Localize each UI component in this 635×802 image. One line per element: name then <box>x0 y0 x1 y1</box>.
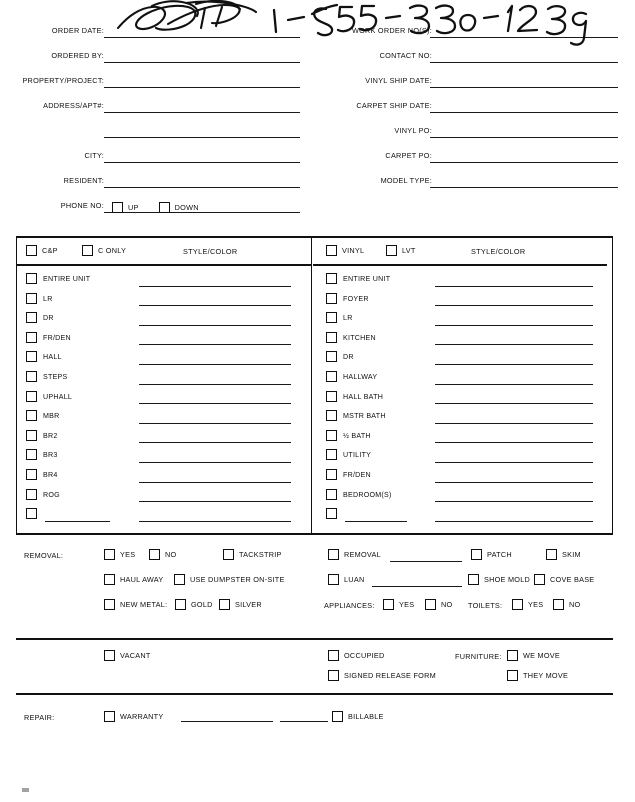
field-row-vinyl-ship-date <box>318 68 618 93</box>
room-row-half-bath-vinyl[interactable] <box>313 427 607 447</box>
room-row-bedrooms-vinyl[interactable] <box>313 486 607 506</box>
room-label: LR <box>43 294 53 303</box>
room-label: BR2 <box>43 431 58 440</box>
checkbox-label-tackstrip: TACKSTRIP <box>239 550 282 559</box>
room-label: BR4 <box>43 470 58 479</box>
room-label: MBR <box>43 412 60 421</box>
checkbox-label-occupied: OCCUPIED <box>344 651 385 660</box>
checkbox-label-cove-base: COVE BASE <box>550 575 595 584</box>
checkbox-box-mstr-bath-vinyl[interactable] <box>326 410 337 421</box>
label-address-apt: ADDRESS/APT#: <box>43 101 104 110</box>
checkbox-box-vinyl[interactable] <box>326 245 337 256</box>
checkbox-box-utility-vinyl[interactable] <box>326 449 337 460</box>
room-style-color-input[interactable] <box>139 501 291 502</box>
field-row-carpet-po <box>318 143 618 168</box>
room-row-foyer-vinyl[interactable] <box>313 290 607 310</box>
checkbox-box-signed-release-form[interactable] <box>328 670 339 681</box>
room-row-lr-vinyl[interactable] <box>313 309 607 329</box>
input-vinyl-po[interactable] <box>430 137 618 138</box>
room-label: FR/DEN <box>43 333 71 342</box>
checkbox-box-bedrooms-vinyl[interactable] <box>326 489 337 500</box>
checkbox-box-rog-carpet[interactable] <box>26 489 37 500</box>
field-row-city <box>0 143 300 168</box>
checkbox-cp[interactable] <box>26 245 58 256</box>
header-style-color-vinyl: STYLE/COLOR <box>471 247 526 256</box>
label-vinyl-ship-date: VINYL SHIP DATE: <box>365 76 432 85</box>
room-custom-name-input[interactable] <box>45 521 110 522</box>
divider-grid-bottom <box>16 533 613 535</box>
checkbox-cove-base[interactable] <box>534 574 594 585</box>
room-label: MSTR BATH <box>343 412 386 421</box>
field-row-property-project <box>0 68 300 93</box>
checkbox-tackstrip[interactable] <box>223 549 282 560</box>
room-style-color-input[interactable] <box>435 344 593 345</box>
checkbox-box-mbr-carpet[interactable] <box>26 410 37 421</box>
field-row-model-type <box>318 168 618 193</box>
room-style-color-input[interactable] <box>435 403 593 404</box>
checkbox-down[interactable] <box>159 202 199 213</box>
checkbox-box-toilets-no[interactable] <box>553 599 564 610</box>
checkbox-label-cp: C&P <box>42 246 58 255</box>
checkbox-label-vinyl-removal: REMOVAL <box>344 550 381 559</box>
checkbox-box-entire-unit-vinyl[interactable] <box>326 273 337 284</box>
checkbox-label-up: UP <box>128 203 139 212</box>
label-furniture: FURNITURE: <box>455 652 502 661</box>
checkbox-box-luan[interactable] <box>328 574 339 585</box>
checkbox-up[interactable] <box>112 202 139 213</box>
checkbox-box-fr-den-vinyl[interactable] <box>326 469 337 480</box>
checkbox-vinyl[interactable] <box>326 245 364 256</box>
checkbox-label-silver: SILVER <box>235 600 262 609</box>
checkbox-box-kitchen-vinyl[interactable] <box>326 332 337 343</box>
checkbox-signed-release-form[interactable] <box>328 670 436 681</box>
checkbox-label-c-only: C ONLY <box>98 246 127 255</box>
room-style-color-input[interactable] <box>139 423 291 424</box>
checkbox-label-toilets-no: NO <box>569 600 581 609</box>
room-style-color-input[interactable] <box>435 364 593 365</box>
room-row-mstr-bath-vinyl[interactable] <box>313 407 607 427</box>
checkbox-box-appliances-no[interactable] <box>425 599 436 610</box>
room-label: BEDROOM(S) <box>343 490 392 499</box>
checkbox-label-use-dumpster-on-site: USE DUMPSTER ON-SITE <box>190 575 285 584</box>
checkbox-box-silver[interactable] <box>219 599 230 610</box>
room-label: DR <box>343 353 354 362</box>
room-row-dr-vinyl[interactable] <box>313 348 607 368</box>
room-row-kitchen-vinyl[interactable] <box>313 329 607 349</box>
input-contact-no[interactable] <box>430 62 618 63</box>
checkbox-they-move[interactable] <box>507 670 568 681</box>
label-phone-no: PHONE NO: <box>60 201 104 210</box>
removal-right-group <box>316 543 613 618</box>
checkbox-box-steps-carpet[interactable] <box>26 371 37 382</box>
label-property-project: PROPERTY/PROJECT: <box>22 76 104 85</box>
checkbox-box-dr-carpet[interactable] <box>26 312 37 323</box>
checkbox-box-br3-carpet[interactable] <box>26 449 37 460</box>
label-work-order-no: WORK ORDER NO(S): <box>351 26 432 35</box>
checkbox-label-new-metal: NEW METAL: <box>120 600 168 609</box>
input-address-apt[interactable] <box>104 112 300 113</box>
checkbox-label-signed-release-form: SIGNED RELEASE FORM <box>344 671 436 680</box>
room-label: HALLWAY <box>343 372 378 381</box>
checkbox-box-patch[interactable] <box>471 549 482 560</box>
checkbox-use-dumpster-on-site[interactable] <box>174 574 285 585</box>
room-row-fr-den-vinyl[interactable] <box>313 466 607 486</box>
divider-vertical-center <box>311 237 312 533</box>
field-row-address-line2 <box>0 118 300 143</box>
room-row-uphall-carpet[interactable] <box>17 388 311 408</box>
room-row-mbr-carpet[interactable] <box>17 407 311 427</box>
room-style-color-input[interactable] <box>139 521 291 522</box>
room-row-steps-carpet[interactable] <box>17 368 311 388</box>
room-label: BR3 <box>43 451 58 460</box>
checkbox-box-we-move[interactable] <box>507 650 518 661</box>
label-appliances: APPLIANCES: <box>324 601 375 610</box>
checkbox-box-up[interactable] <box>112 202 123 213</box>
room-row-rog-carpet[interactable] <box>17 486 311 506</box>
removal-row-3 <box>16 593 312 618</box>
checkbox-box-removal-no[interactable] <box>149 549 160 560</box>
header-style-color-carpet: STYLE/COLOR <box>183 247 238 256</box>
label-contact-no: CONTACT NO: <box>379 51 432 60</box>
checkbox-new-metal[interactable] <box>104 599 167 610</box>
input-city[interactable] <box>104 162 300 163</box>
room-row-br3-carpet[interactable] <box>17 446 311 466</box>
checkbox-box-dr-vinyl[interactable] <box>326 351 337 362</box>
checkbox-label-warranty: WARRANTY <box>120 712 164 721</box>
field-row-vinyl-po <box>318 118 618 143</box>
room-row-hall-bath-vinyl[interactable] <box>313 388 607 408</box>
checkbox-box-toilets-yes[interactable] <box>512 599 523 610</box>
checkbox-box-hall-carpet[interactable] <box>26 351 37 362</box>
checkbox-box-they-move[interactable] <box>507 670 518 681</box>
checkbox-box-warranty[interactable] <box>104 711 115 722</box>
room-label: KITCHEN <box>343 333 376 342</box>
checkbox-c-only[interactable] <box>82 245 126 256</box>
checkbox-box-occupied[interactable] <box>328 650 339 661</box>
checkbox-label-vinyl: VINYL <box>342 246 365 255</box>
room-style-color-input[interactable] <box>139 286 291 287</box>
checkbox-label-down: DOWN <box>174 203 199 212</box>
vinyl-column-header <box>313 237 607 264</box>
room-label: UPHALL <box>43 392 73 401</box>
room-style-color-input[interactable] <box>139 462 291 463</box>
label-model-type: MODEL TYPE: <box>380 176 432 185</box>
checkbox-label-we-move: WE MOVE <box>523 651 561 660</box>
input-ordered-by[interactable] <box>104 62 300 63</box>
occupancy-band <box>16 645 613 691</box>
room-style-color-input[interactable] <box>139 305 291 306</box>
divider-vinyl-header <box>313 264 607 266</box>
vinyl-prep-row-1 <box>316 543 613 568</box>
checkbox-box-c-only[interactable] <box>82 245 93 256</box>
checkbox-appliances-yes[interactable] <box>383 599 414 610</box>
room-label: ROG <box>43 490 60 499</box>
checkbox-box-lr-carpet[interactable] <box>26 293 37 304</box>
checkbox-toilets-no[interactable] <box>553 599 580 610</box>
room-row-dr-carpet[interactable] <box>17 309 311 329</box>
carpet-column-header <box>17 237 311 264</box>
handwritten-annotations <box>0 0 635 58</box>
room-row-custom-vinyl[interactable] <box>313 505 607 525</box>
checkbox-removal-no[interactable] <box>149 549 176 560</box>
checkbox-box-lr-vinyl[interactable] <box>326 312 337 323</box>
checkbox-occupied[interactable] <box>328 650 385 661</box>
checkbox-label-billable: BILLABLE <box>348 712 384 721</box>
room-row-br2-carpet[interactable] <box>17 427 311 447</box>
divider-repair-top <box>16 693 613 695</box>
room-row-custom-carpet[interactable] <box>17 505 311 525</box>
room-style-color-input[interactable] <box>139 344 291 345</box>
room-style-color-input[interactable] <box>435 501 593 502</box>
checkbox-luan[interactable] <box>328 574 364 585</box>
room-label: HALL BATH <box>343 392 384 401</box>
checkbox-box-tackstrip[interactable] <box>223 549 234 560</box>
room-style-color-input[interactable] <box>435 521 593 522</box>
checkbox-label-lvt: LVT <box>402 246 416 255</box>
input-carpet-po[interactable] <box>430 162 618 163</box>
room-row-hallway-vinyl[interactable] <box>313 368 607 388</box>
checkbox-box-lvt[interactable] <box>386 245 397 256</box>
divider-carpet-header <box>17 264 311 266</box>
checkbox-gold[interactable] <box>175 599 213 610</box>
label-carpet-po: CARPET PO: <box>385 151 432 160</box>
stair-direction-group <box>112 202 199 213</box>
input-vinyl-removal-note[interactable] <box>390 561 462 562</box>
checkbox-box-custom-vinyl[interactable] <box>326 508 337 519</box>
checkbox-label-they-move: THEY MOVE <box>523 671 569 680</box>
input-warranty-note-2[interactable] <box>280 721 328 722</box>
room-label: ENTIRE UNIT <box>343 275 391 283</box>
label-repair: REPAIR: <box>24 713 55 722</box>
room-row-hall-carpet[interactable] <box>17 348 311 368</box>
checkbox-box-shoe-mold[interactable] <box>468 574 479 585</box>
room-style-color-input[interactable] <box>435 462 593 463</box>
checkbox-patch[interactable] <box>471 549 512 560</box>
vinyl-prep-row-2 <box>316 568 613 593</box>
checkbox-box-new-metal[interactable] <box>104 599 115 610</box>
checkbox-billable[interactable] <box>332 711 384 722</box>
input-address-line2[interactable] <box>104 137 300 138</box>
removal-options-band <box>16 543 613 631</box>
label-ordered-by: ORDERED BY: <box>51 51 104 60</box>
room-label: STEPS <box>43 372 68 381</box>
room-row-utility-vinyl[interactable] <box>313 446 607 466</box>
checkbox-box-skim[interactable] <box>546 549 557 560</box>
checkbox-removal-yes[interactable] <box>104 549 135 560</box>
room-style-color-input[interactable] <box>139 482 291 483</box>
room-row-entire-unit-vinyl[interactable] <box>313 270 607 290</box>
checkbox-box-br2-carpet[interactable] <box>26 430 37 441</box>
checkbox-label-haul-away: HAUL AWAY <box>120 575 164 584</box>
checkbox-box-entire-unit-carpet[interactable] <box>26 273 37 284</box>
checkbox-box-foyer-vinyl[interactable] <box>326 293 337 304</box>
checkbox-box-cove-base[interactable] <box>534 574 545 585</box>
room-row-br4-carpet[interactable] <box>17 466 311 486</box>
checkbox-label-appliances-yes: YES <box>399 600 415 609</box>
vinyl-column <box>313 237 607 533</box>
room-label: ENTIRE UNIT <box>43 275 91 283</box>
checkbox-haul-away[interactable] <box>104 574 163 585</box>
checkbox-box-down[interactable] <box>159 202 170 213</box>
room-style-color-input[interactable] <box>139 403 291 404</box>
room-row-entire-unit-carpet[interactable] <box>17 270 311 290</box>
checkbox-box-hall-bath-vinyl[interactable] <box>326 391 337 402</box>
divider-occupancy-top <box>16 638 613 640</box>
input-model-type[interactable] <box>430 187 618 188</box>
input-vinyl-ship-date[interactable] <box>430 87 618 88</box>
room-label: ½ BATH <box>343 431 371 440</box>
checkbox-lvt[interactable] <box>386 245 416 256</box>
room-custom-name-input[interactable] <box>345 521 407 522</box>
label-carpet-ship-date: CARPET SHIP DATE: <box>356 101 432 110</box>
room-style-color-input[interactable] <box>435 286 593 287</box>
checkbox-box-fr-den-carpet[interactable] <box>26 332 37 343</box>
room-label: DR <box>43 314 54 323</box>
label-toilets: TOILETS: <box>468 601 503 610</box>
input-property-project[interactable] <box>104 87 300 88</box>
checkbox-box-uphall-carpet[interactable] <box>26 391 37 402</box>
field-row-address-apt <box>0 93 300 118</box>
checkbox-label-skim: SKIM <box>562 550 581 559</box>
checkbox-warranty[interactable] <box>104 711 163 722</box>
removal-row-1 <box>16 543 312 568</box>
input-resident[interactable] <box>104 187 300 188</box>
room-label: LR <box>343 314 353 323</box>
checkbox-box-custom-carpet[interactable] <box>26 508 37 519</box>
room-label: HALL <box>43 353 62 362</box>
room-style-color-input[interactable] <box>435 305 593 306</box>
room-style-color-input[interactable] <box>435 482 593 483</box>
appliances-toilets-row <box>316 593 613 618</box>
checkbox-box-half-bath-vinyl[interactable] <box>326 430 337 441</box>
checkbox-box-removal-yes[interactable] <box>104 549 115 560</box>
checkbox-label-gold: GOLD <box>191 600 213 609</box>
room-style-color-input[interactable] <box>435 442 593 443</box>
checkbox-we-move[interactable] <box>507 650 560 661</box>
checkbox-box-vinyl-removal[interactable] <box>328 549 339 560</box>
checkbox-box-br4-carpet[interactable] <box>26 469 37 480</box>
checkbox-label-removal-no: NO <box>165 550 177 559</box>
checkbox-label-toilets-yes: YES <box>528 600 544 609</box>
room-style-color-input[interactable] <box>139 384 291 385</box>
room-style-color-input[interactable] <box>139 325 291 326</box>
room-label: FOYER <box>343 294 369 303</box>
checkbox-vacant[interactable] <box>104 650 151 661</box>
checkbox-skim[interactable] <box>546 549 581 560</box>
checkbox-box-vacant[interactable] <box>104 650 115 661</box>
removal-left-group <box>16 543 312 618</box>
work-order-number-handwriting <box>274 5 586 45</box>
room-style-color-input[interactable] <box>435 384 593 385</box>
checkbox-box-haul-away[interactable] <box>104 574 115 585</box>
room-label: FR/DEN <box>343 470 371 479</box>
vinyl-room-list <box>313 270 607 525</box>
checkbox-box-use-dumpster-on-site[interactable] <box>174 574 185 585</box>
carpet-column <box>17 237 311 533</box>
flooring-selection-grid <box>16 237 613 533</box>
checkbox-label-luan: LUAN <box>344 575 365 584</box>
room-style-color-input[interactable] <box>435 325 593 326</box>
checkbox-vinyl-removal[interactable] <box>328 549 381 560</box>
checkbox-label-appliances-no: NO <box>441 600 453 609</box>
order-date-signature-scribble <box>118 1 256 30</box>
checkbox-toilets-yes[interactable] <box>512 599 543 610</box>
checkbox-box-appliances-yes[interactable] <box>383 599 394 610</box>
removal-row-2 <box>16 568 312 593</box>
room-style-color-input[interactable] <box>139 364 291 365</box>
input-warranty-note[interactable] <box>181 721 273 722</box>
checkbox-box-cp[interactable] <box>26 245 37 256</box>
checkbox-silver[interactable] <box>219 599 262 610</box>
checkbox-box-hallway-vinyl[interactable] <box>326 371 337 382</box>
label-order-date: ORDER DATE: <box>51 26 104 35</box>
room-row-fr-den-carpet[interactable] <box>17 329 311 349</box>
repair-band <box>16 704 613 732</box>
input-carpet-ship-date[interactable] <box>430 112 618 113</box>
checkbox-label-patch: PATCH <box>487 550 512 559</box>
field-row-carpet-ship-date <box>318 93 618 118</box>
room-style-color-input[interactable] <box>139 442 291 443</box>
scan-artifact <box>22 788 29 792</box>
label-resident: RESIDENT: <box>63 176 104 185</box>
label-city: CITY: <box>84 151 104 160</box>
checkbox-box-gold[interactable] <box>175 599 186 610</box>
input-luan-note[interactable] <box>372 586 462 587</box>
label-vinyl-po: VINYL PO: <box>394 126 432 135</box>
checkbox-box-billable[interactable] <box>332 711 343 722</box>
room-row-lr-carpet[interactable] <box>17 290 311 310</box>
room-label: UTILITY <box>343 451 372 460</box>
label-removal: REMOVAL: <box>24 551 64 560</box>
checkbox-shoe-mold[interactable] <box>468 574 530 585</box>
field-row-resident <box>0 168 300 193</box>
carpet-room-list <box>17 270 311 525</box>
checkbox-label-shoe-mold: SHOE MOLD <box>484 575 531 584</box>
checkbox-appliances-no[interactable] <box>425 599 452 610</box>
checkbox-label-removal-yes: YES <box>120 550 136 559</box>
checkbox-label-vacant: VACANT <box>120 651 151 660</box>
room-style-color-input[interactable] <box>435 423 593 424</box>
